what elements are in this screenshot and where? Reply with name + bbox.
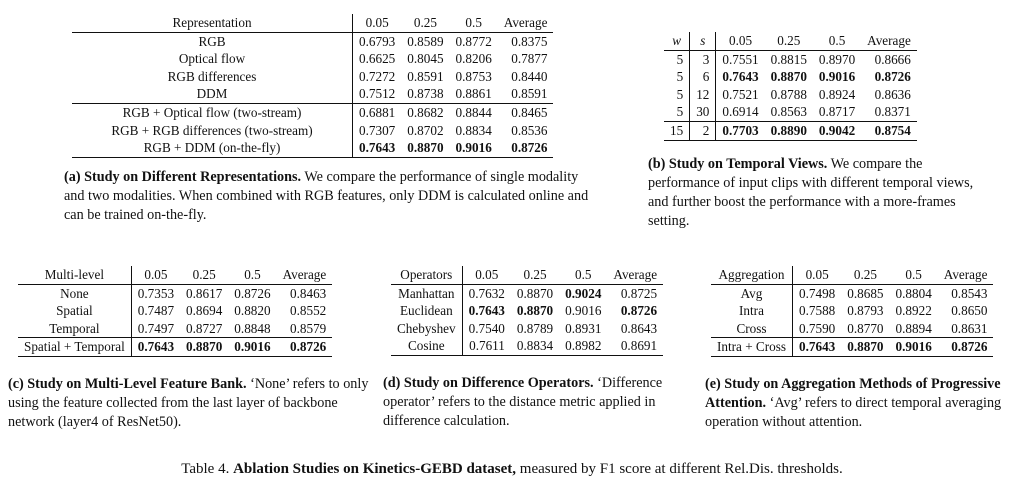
table-cell: 0.6914 [716,103,765,121]
table-cell: 0.8726 [277,338,333,357]
table-a [72,14,553,158]
table-cell: 0.7643 [353,139,402,157]
table-cell: 0.8463 [289,285,327,301]
table-a-header: 0.5 [450,14,498,32]
table-cell: 0.7497 [131,320,180,338]
table-cell: 0.8727 [180,320,228,338]
table-d-header: Average [607,266,663,284]
table-row [711,320,993,338]
table-cell: 6 [690,68,716,86]
table-cell: 3 [690,50,716,68]
table-row [72,139,553,157]
table-cell: 0.8591 [407,68,444,84]
table-a-header: Representation [72,14,353,32]
table-cell: RGB + Optical flow (two-stream) [72,103,353,121]
table-cell: 0.8788 [770,86,807,102]
table-cell: 0.7632 [468,285,505,301]
table-cell: Spatial [18,302,131,320]
table-cell: 0.8552 [289,303,327,319]
table-cell: 0.8861 [450,85,498,103]
table-cell: Euclidean [391,302,462,320]
table-c [18,266,332,357]
table-cell: 0.7487 [137,303,175,319]
table-cell: 0.8543 [951,285,988,301]
table-row [72,103,553,121]
table-cell: 0.8922 [895,303,932,319]
table-row [664,121,917,140]
table-b-header: 0.25 [765,32,813,50]
table-cell: 0.7540 [468,320,505,336]
table-row [391,302,663,320]
table-row [664,86,917,104]
table-cell: 0.8804 [895,285,932,301]
table-d-header: 0.05 [462,266,511,284]
main-caption-prefix: Table 4. [181,461,234,477]
table-cell: 0.8206 [455,51,492,67]
table-row [72,122,553,140]
table-a-block [64,14,590,225]
table-a-caption [64,168,590,225]
table-e-caption [705,375,1017,432]
table-d-header: Operators [391,266,462,284]
caption-text: We compare the performance of single modality and two modalities. When combined with RGB features, only DDM is calculated online and can be trained on-the-fly. [64,168,589,223]
table-cell: 0.8726 [938,338,994,357]
table-cell: Intra [711,302,792,320]
table-cell: 0.8726 [234,285,271,301]
caption-label: (e) Study on Aggregation Methods of Progressive Attention. [705,375,1001,411]
table-a-header: 0.05 [353,14,402,32]
table-c-block [8,266,370,432]
table-cell: 0.8815 [770,51,807,67]
table-c-header: Average [277,266,333,284]
table-cell: 0.8970 [818,51,856,67]
table-b-header: Average [861,32,917,50]
caption-label: (d) Study on Difference Operators. [383,374,594,391]
table-cell: 15 [664,121,690,140]
table-cell: 5 [664,86,690,104]
table-e-header: 0.5 [890,266,938,284]
table-d-caption [383,374,688,431]
table-cell: 5 [664,68,690,86]
main-caption-bold: Ablation Studies on Kinetics-GEBD dataset, [233,461,517,477]
table-cell: 0.8870 [180,338,228,357]
table-row [72,32,553,50]
table-cell: 0.9016 [450,139,498,157]
table-cell: 0.7877 [511,51,548,67]
table-cell: 0.7611 [462,337,511,355]
table-cell: Cross [711,320,792,338]
main-caption [0,459,1024,479]
table-cell: 0.8591 [498,85,554,103]
caption-label: (b) Study on Temporal Views. [648,155,828,172]
table-b-header: w [664,32,690,50]
table-cell: 0.8844 [455,104,492,120]
table-cell: 0.8890 [765,121,813,140]
table-cell: 0.8536 [511,122,548,138]
table-d-header: 0.5 [559,266,607,284]
table-cell: 0.8726 [620,303,658,319]
table-row [711,284,993,302]
table-e-header: 0.05 [792,266,841,284]
caption-label: (a) Study on Different Representations. [64,168,302,185]
table-cell: 0.8770 [841,320,889,338]
table-cell: 0.8702 [407,122,444,138]
table-cell: 0.8631 [938,320,994,338]
table-cell: 0.8789 [516,320,554,336]
table-cell: 0.8793 [847,303,884,319]
table-c-caption [8,375,370,432]
table-cell: RGB + RGB differences (two-stream) [72,122,353,140]
table-cell: 0.6793 [359,33,396,49]
table-cell: 0.8870 [770,69,807,85]
table-row [18,302,332,320]
table-cell: Temporal [18,320,131,338]
table-b-header: 0.05 [716,32,765,50]
table-cell: 0.8563 [765,103,813,121]
table-cell: Spatial + Temporal [18,338,131,357]
table-row [72,85,553,103]
table-cell: 0.7588 [798,303,836,319]
table-cell: 5 [664,103,690,121]
table-cell: Intra + Cross [711,338,792,357]
table-cell: 0.7307 [359,122,396,138]
table-cell: 0.8848 [228,320,276,338]
table-cell: 0.8834 [511,337,559,355]
table-b-header: 0.5 [813,32,861,50]
table-d-header: 0.25 [511,266,559,284]
table-cell: 0.8870 [841,338,889,357]
table-cell: 0.7521 [722,86,759,102]
table-cell: None [18,284,131,302]
table-cell: 0.8636 [874,86,911,102]
table-cell: RGB differences [72,68,353,86]
table-cell: 0.8870 [401,139,449,157]
table-cell: 0.8650 [951,303,988,319]
table-b-caption [648,155,978,231]
table-e [711,266,993,357]
table-cell: 0.8682 [407,104,444,120]
table-cell: 0.9016 [565,303,602,319]
table-cell: 0.8666 [874,51,911,67]
table-row [72,50,553,68]
table-cell: 0.8834 [455,122,492,138]
table-cell: 0.7643 [722,69,759,85]
table-cell: 0.9024 [565,285,602,301]
table-cell: 0.8694 [186,303,223,319]
table-row [18,284,332,302]
table-cell: 0.8617 [186,285,223,301]
table-cell: 0.8924 [818,86,856,102]
table-row [664,68,917,86]
table-b-header: s [690,32,716,50]
caption-text: ‘Avg’ refers to direct temporal averaging operation without attention. [705,394,1002,430]
table-cell: 0.7272 [359,68,396,84]
table-cell: 0.6625 [359,51,396,67]
table-cell: 0.8870 [516,303,554,319]
caption-text: We compare the performance of input clips with different temporal views, and further boost the performance with a more-frames setting. [648,155,974,229]
table-cell: 0.8465 [511,104,548,120]
table-cell: 0.7512 [353,85,402,103]
table-cell: 0.9016 [890,338,938,357]
table-row [391,320,663,338]
table-cell: 0.7551 [722,51,759,67]
table-e-header: 0.25 [841,266,889,284]
table-cell: 0.7590 [792,320,841,338]
table-e-header: Average [938,266,994,284]
main-caption-rest: measured by F1 score at different Rel.Dis. thresholds. [516,461,843,477]
table-c-header: 0.05 [131,266,180,284]
caption-text: ‘None’ refers to only using the feature collected from the last layer of backbone network (layer4 of ResNet50). [8,375,369,430]
table-cell: Chebyshev [391,320,462,338]
table-cell: 0.7703 [716,121,765,140]
table-c-header: 0.5 [228,266,276,284]
table-cell: Avg [711,284,792,302]
table-cell: 0.8753 [455,68,492,84]
table-a-header: Average [498,14,554,32]
table-e-block [705,266,1017,432]
table-cell: 0.8589 [407,33,444,49]
table-cell: 0.7498 [798,285,836,301]
table-a-header: 0.25 [401,14,449,32]
table-cell: 12 [690,86,716,104]
table-c-header: 0.25 [180,266,228,284]
table-c-header: Multi-level [18,266,131,284]
table-cell: 0.7353 [137,285,175,301]
table-cell: 0.8738 [401,85,449,103]
table-cell: 0.8691 [607,337,663,355]
table-d [391,266,663,356]
table-cell: DDM [72,85,353,103]
table-b [664,32,917,141]
table-cell: 0.7643 [792,338,841,357]
table-cell: 0.8820 [234,303,271,319]
table-cell: 0.8870 [516,285,554,301]
table-row [391,337,663,355]
table-cell: 0.8982 [559,337,607,355]
table-cell: 2 [690,121,716,140]
table-row [391,284,663,302]
table-cell: 0.8579 [277,320,333,338]
table-cell: 0.8045 [407,51,444,67]
table-cell: 0.8726 [874,69,911,85]
table-cell: 0.8375 [511,33,548,49]
caption-label: (c) Study on Multi-Level Feature Bank. [8,375,247,392]
table-row [711,302,993,320]
table-row [664,50,917,68]
table-cell: 0.7643 [131,338,180,357]
table-cell: 0.8440 [511,68,548,84]
table-cell: 0.7643 [468,303,505,319]
table-b-block [648,32,978,231]
table-cell: 0.8643 [620,320,658,336]
table-cell: RGB + DDM (on-the-fly) [72,139,353,157]
table-cell: 30 [690,103,716,121]
table-cell: 0.8772 [455,33,492,49]
table-d-block [383,266,688,431]
table-row [72,68,553,86]
table-cell: 0.8685 [847,285,884,301]
table-cell: 0.6881 [359,104,396,120]
table-cell: Optical flow [72,50,353,68]
table-row [18,338,332,357]
table-e-header: Aggregation [711,266,792,284]
table-cell: 0.8725 [620,285,658,301]
table-row [664,103,917,121]
table-cell: 5 [664,50,690,68]
table-cell: 0.8717 [813,103,861,121]
caption-text: ‘Difference operator’ refers to the distance metric applied in difference calculation. [383,374,663,429]
table-cell: 0.8754 [861,121,917,140]
table-cell: 0.8894 [890,320,938,338]
table-cell: Manhattan [391,284,462,302]
table-cell: 0.8726 [498,139,554,157]
table-row [18,320,332,338]
table-cell: RGB [72,32,353,50]
table-cell: Cosine [391,337,462,355]
table-row [711,338,993,357]
table-cell: 0.9042 [813,121,861,140]
table-cell: 0.9016 [818,69,856,85]
table-cell: 0.8371 [861,103,917,121]
table-cell: 0.9016 [228,338,276,357]
table-cell: 0.8931 [565,320,602,336]
